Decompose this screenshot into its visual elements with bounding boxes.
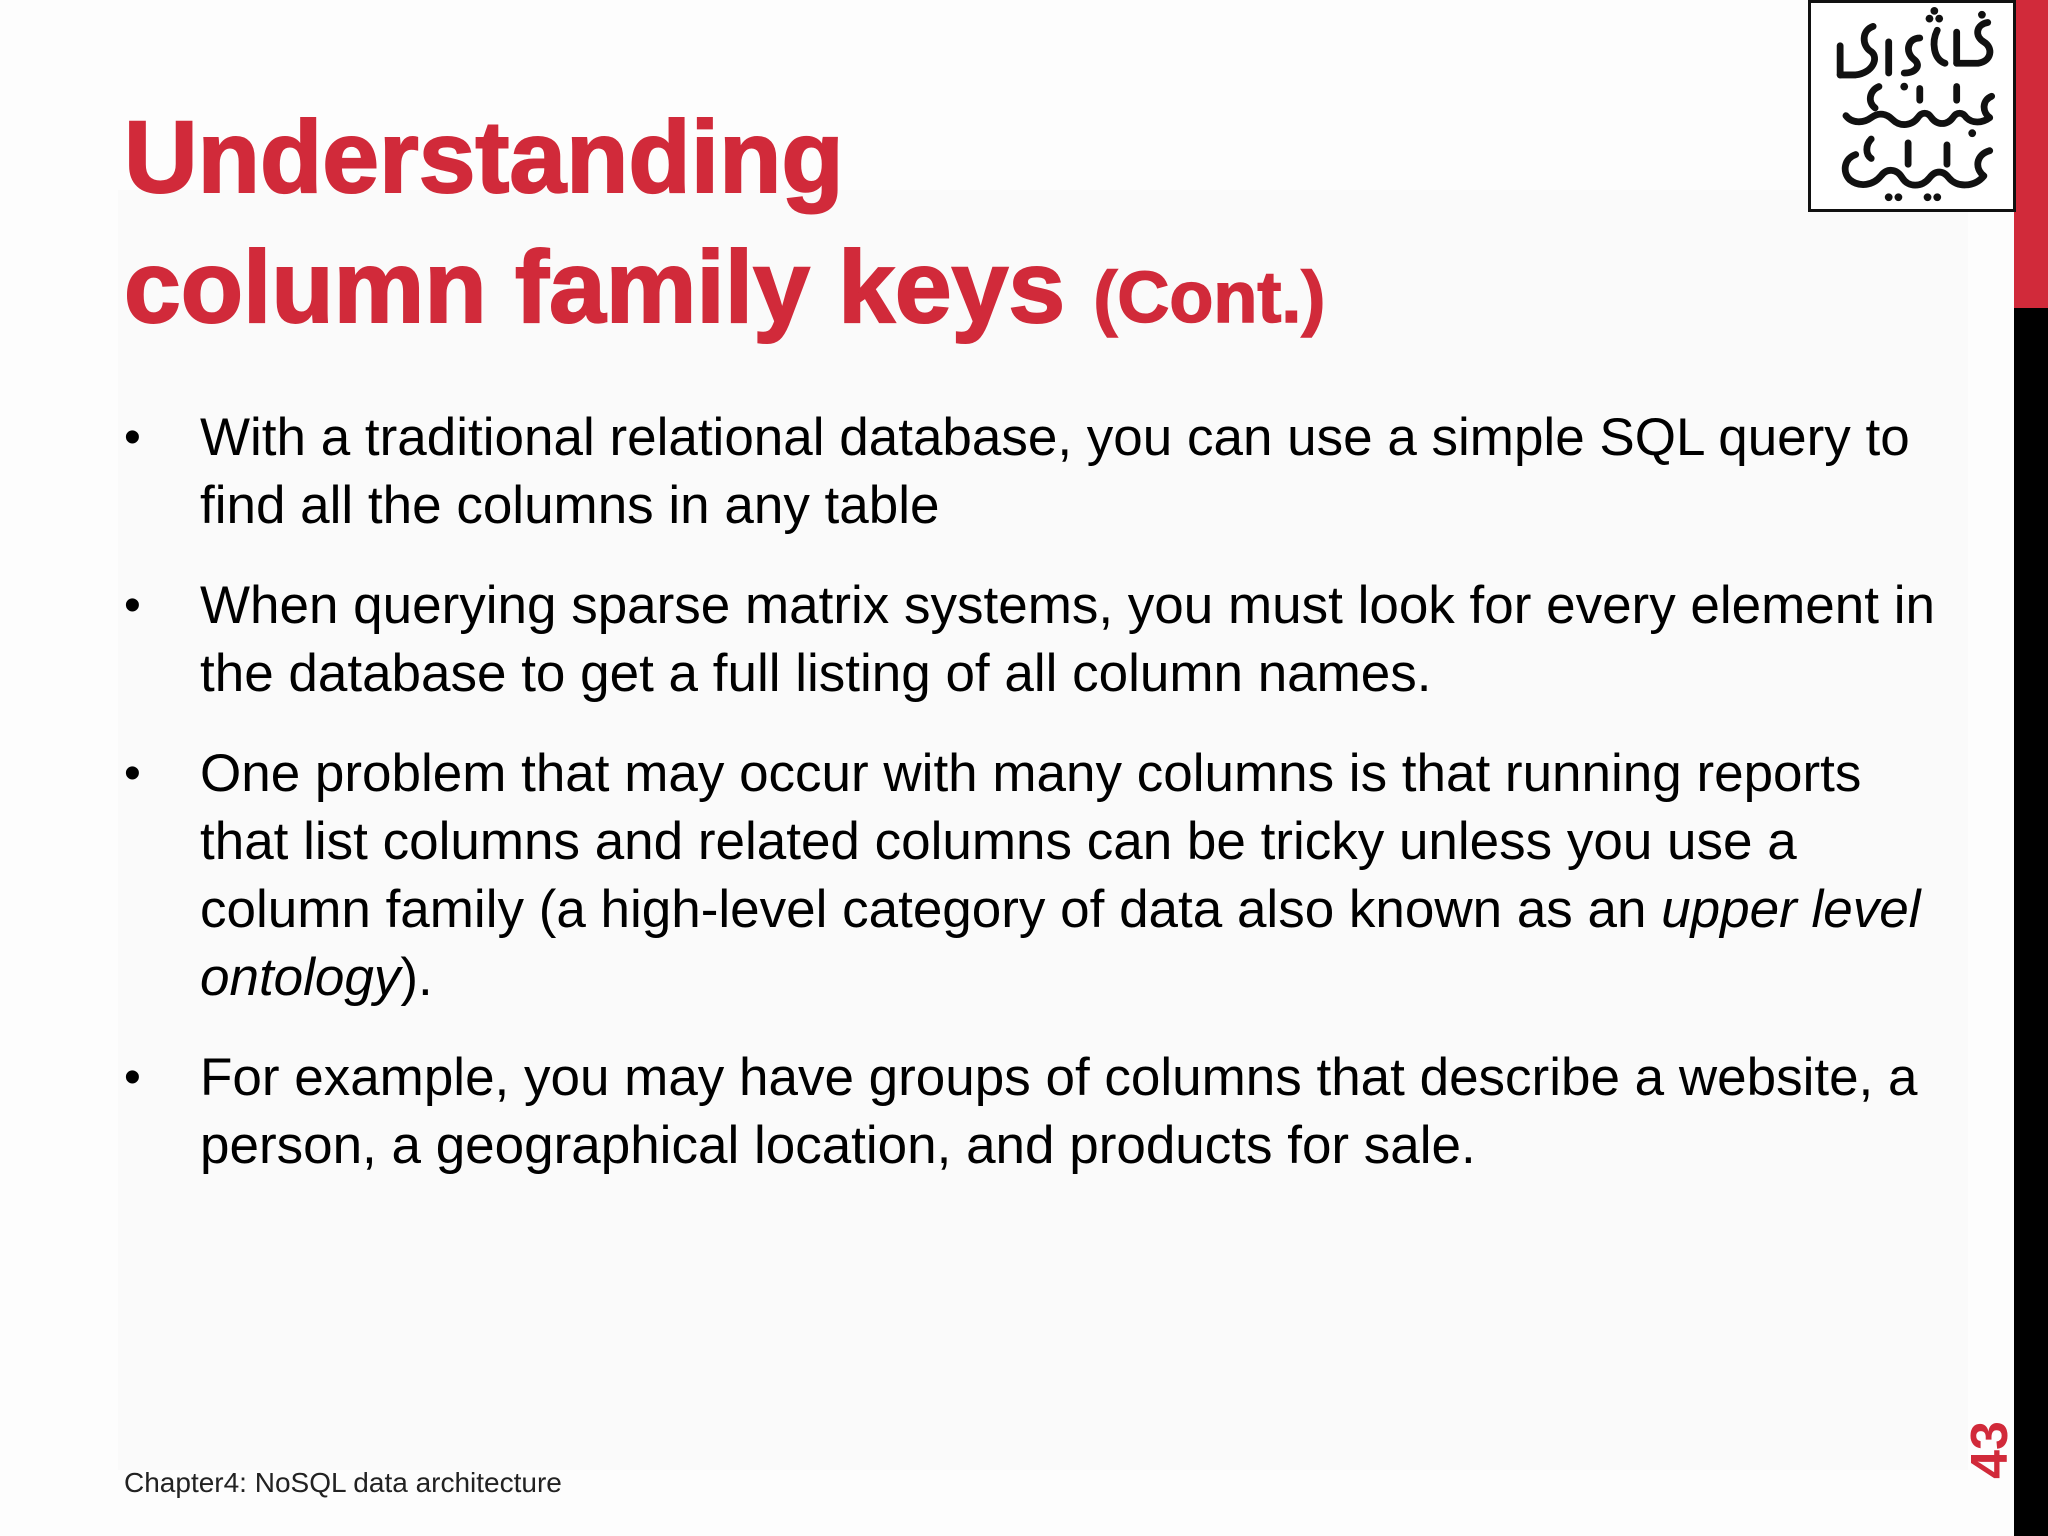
university-logo <box>1808 0 2016 212</box>
title-line-1: Understanding <box>124 100 844 214</box>
bullet-text: When querying sparse matrix systems, you must look for every element in the database to get a full listing of all column names. <box>200 576 1935 703</box>
title-line-2 <box>124 222 1325 363</box>
title-line-2-text: column family keys <box>124 230 1066 344</box>
list-item <box>124 572 1964 708</box>
list-item <box>124 404 1964 540</box>
right-accent-bar-black <box>2014 308 2048 1536</box>
slide-title <box>124 92 1325 363</box>
bullet-list <box>124 404 1964 1212</box>
title-suffix: (Cont.) <box>1093 258 1326 338</box>
university-logo-calligraphy-icon <box>1811 3 2013 209</box>
bullet-icon: • <box>124 411 141 464</box>
bullet-icon: • <box>124 747 141 800</box>
bullet-icon: • <box>124 1051 141 1104</box>
footer-chapter-label: Chapter4: NoSQL data architecture <box>124 1467 562 1498</box>
bullet-text-end: ). <box>400 948 433 1007</box>
bullet-text: One problem that may occur with many columns is that running reports that list columns and related columns can be tricky unless you use a column family (a high-level category of data also known as an <box>200 744 1862 939</box>
list-item <box>124 740 1964 1012</box>
list-item <box>124 1044 1964 1180</box>
right-accent-bar-red <box>2014 0 2048 308</box>
page-number: 43 <box>1961 1421 2019 1479</box>
bullet-text-italic: upper level ontology <box>200 880 1921 1007</box>
bullet-icon: • <box>124 579 141 632</box>
bullet-text: For example, you may have groups of columns that describe a website, a person, a geographical location, and products for sale. <box>200 1048 1918 1175</box>
bullet-text: With a traditional relational database, you can use a simple SQL query to find all the columns in any table <box>200 408 1910 535</box>
